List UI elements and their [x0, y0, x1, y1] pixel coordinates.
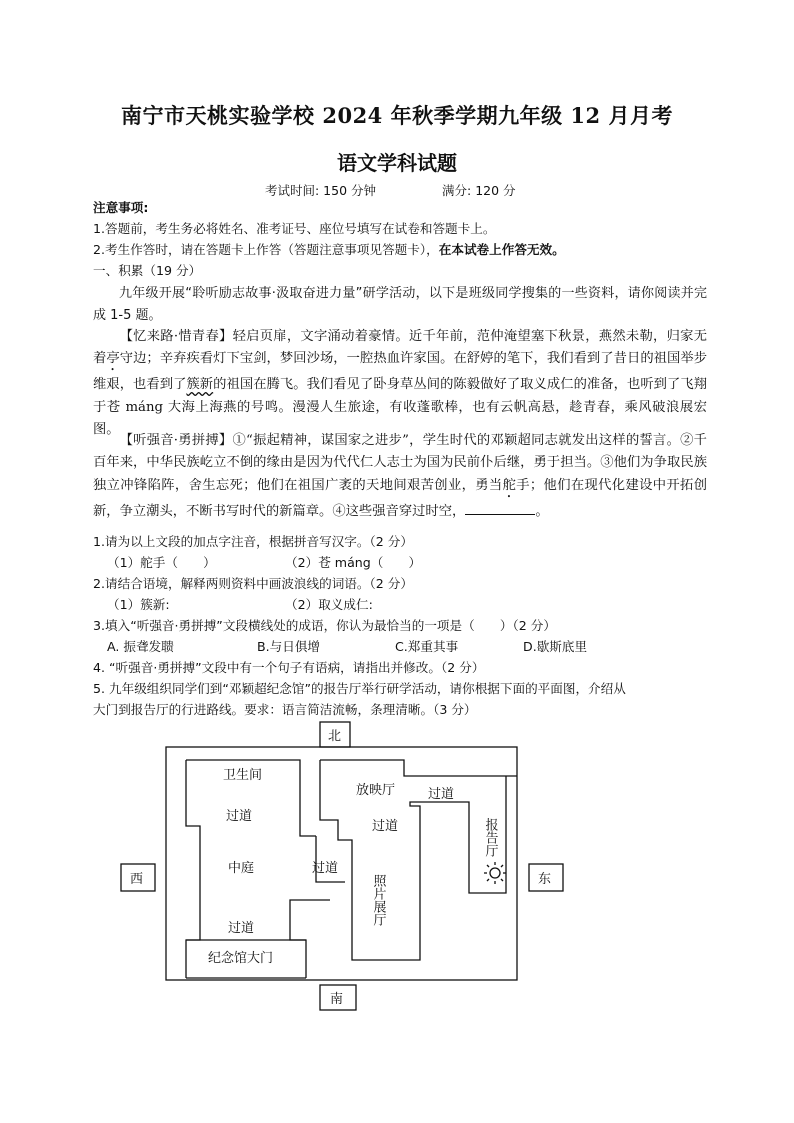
section-intro: 九年级开展“聆听励志故事·汲取奋进力量”研学活动，以下是班级同学搜集的一些资料，请你阅读并完成 1-5 题。 — [93, 286, 707, 324]
option-c[interactable]: C.郑重其事 — [395, 639, 459, 654]
report-hall-label: 报告厅 — [482, 818, 498, 857]
restroom-label: 卫生间 — [223, 768, 263, 783]
corridor-label-4: 过道 — [428, 787, 455, 802]
option-d[interactable]: D.歇斯底里 — [523, 639, 588, 654]
passage-memory-label: 【忆来路·惜青春】 — [119, 329, 233, 344]
cinema-left — [320, 760, 506, 960]
corridor-label-3: 过道 — [228, 921, 255, 936]
gate-label: 纪念馆大门 — [208, 951, 274, 966]
question-5-line-1: 5. 九年级组织同学们到“邓颖超纪念馆”的报告厅举行研学活动，请你根据下面的平面图，介绍从 — [93, 681, 626, 696]
question-3: 3.填入“听强音·勇拼搏”文段横线处的成语，你认为最恰当的一项是（ ）（2 分） — [93, 618, 556, 633]
outer-wall — [166, 747, 517, 980]
notice-item-1: 1.答题前，考生务必将姓名、准考证号、座位号填写在试卷和答题卡上。 — [93, 221, 496, 236]
passage-memory-dotted-char: 亭 — [106, 351, 120, 367]
cinema-label: 放映厅 — [356, 783, 396, 798]
cinema-wall — [320, 760, 517, 776]
corridor-label-5: 过道 — [372, 819, 399, 834]
passage-voice-label: 【听强音·勇拼搏】 — [119, 433, 233, 448]
passage-voice-text-1: ①“振起精神，谋国家之进步”，学生时代的邓颖超同志就发出这样的誓言。②千百年来，中华民族屹立不倒的缘由是因为代代仁人志士为国为民前仆后继，勇于担当。③他们为争取民族独立冲锋陷阵，舍生忘死；他们在祖国广袤的天地间艰苦创业，勇当 — [93, 433, 707, 493]
passage-voice-end: 。 — [535, 503, 549, 519]
gate-right-wall — [290, 900, 330, 978]
question-2-a: （1）簇新: — [107, 597, 170, 612]
question-1: 1.请为以上文段的加点字注音，根据拼音写汉字。（2 分） — [93, 534, 413, 549]
exam-title: 南宁市天桃实验学校 2024 年秋季学期九年级 12 月月考 — [121, 103, 673, 128]
notice-item-2-bold: 在本试卷上作答无效。 — [438, 242, 565, 257]
passage-voice-dotted-char: 舵 — [502, 477, 517, 493]
option-a[interactable]: A. 振聋发聩 — [107, 639, 174, 654]
west-label: 西 — [130, 872, 144, 887]
question-1-b: （2）苍 máng（ ） — [285, 555, 422, 570]
east-label: 东 — [538, 872, 552, 887]
passage-memory-text-3: 的祖国在腾飞。我们看见了卧身草丛间的陈毅做好了取义成仁的准备，也听到了飞翔于苍 máng 大海上海燕的号鸣。漫漫人生旅途，有收蓬歌棒，也有云帆高悬，趁青春，乘风破浪展宏图。 — [93, 377, 708, 437]
notice-title: 注意事项: — [93, 200, 149, 215]
section-heading: 一、积累（19 分） — [93, 263, 202, 278]
left-wall — [186, 760, 200, 978]
option-b[interactable]: B.与日俱增 — [257, 639, 321, 654]
exam-time: 考试时间: 150 分钟 — [265, 183, 377, 198]
question-5-line-2: 大门到报告厅的行进路线。要求：语言简洁流畅，条理清晰。（3 分） — [93, 702, 477, 717]
question-4: 4. “听强音·勇拼搏”文段中有一个句子有语病，请指出并修改。（2 分） — [93, 660, 485, 675]
south-label: 南 — [330, 992, 344, 1007]
north-label: 北 — [328, 729, 342, 744]
courtyard-label: 中庭 — [228, 861, 255, 876]
exam-subtitle: 语文学科试题 — [337, 151, 457, 175]
passage-voice-text-2: 手；他们在现代化建设中开拓创新，争立潮头，不断书写时代的新篇章。④这些强音穿过时空， — [93, 477, 708, 519]
exam-score: 满分: 120 分 — [442, 183, 516, 198]
question-2: 2.请结合语境，解释两则资料中画波浪线的词语。（2 分） — [93, 576, 413, 591]
question-1-a: （1）舵手（ ） — [107, 555, 216, 570]
passage-memory-wavy-word: 簇新 — [186, 377, 214, 393]
sun-symbol — [484, 862, 506, 884]
passage-memory-text-1: 轻启页扉，文字涌动着豪情。近千年前，范仲淹望塞下秋景，燕然未勒，归家无着 — [93, 329, 708, 367]
notice-item-2-text: 2.考生作答时，请在答题卡上作答（答题注意事项见答题卡）， — [93, 242, 439, 257]
corridor-label-1: 过道 — [226, 809, 253, 824]
corridor-label-2: 过道 — [312, 861, 339, 876]
photo-hall-label: 照片展厅 — [370, 874, 386, 926]
passage-memory-text-2: 守边；辛弃疾看灯下宝剑，梦回沙场，一腔热血许家国。在舒婷的笔下，我们看到了昔日的祖国举步维艰，也看到了 — [93, 351, 708, 393]
question-2-b: （2）取义成仁: — [285, 597, 373, 612]
